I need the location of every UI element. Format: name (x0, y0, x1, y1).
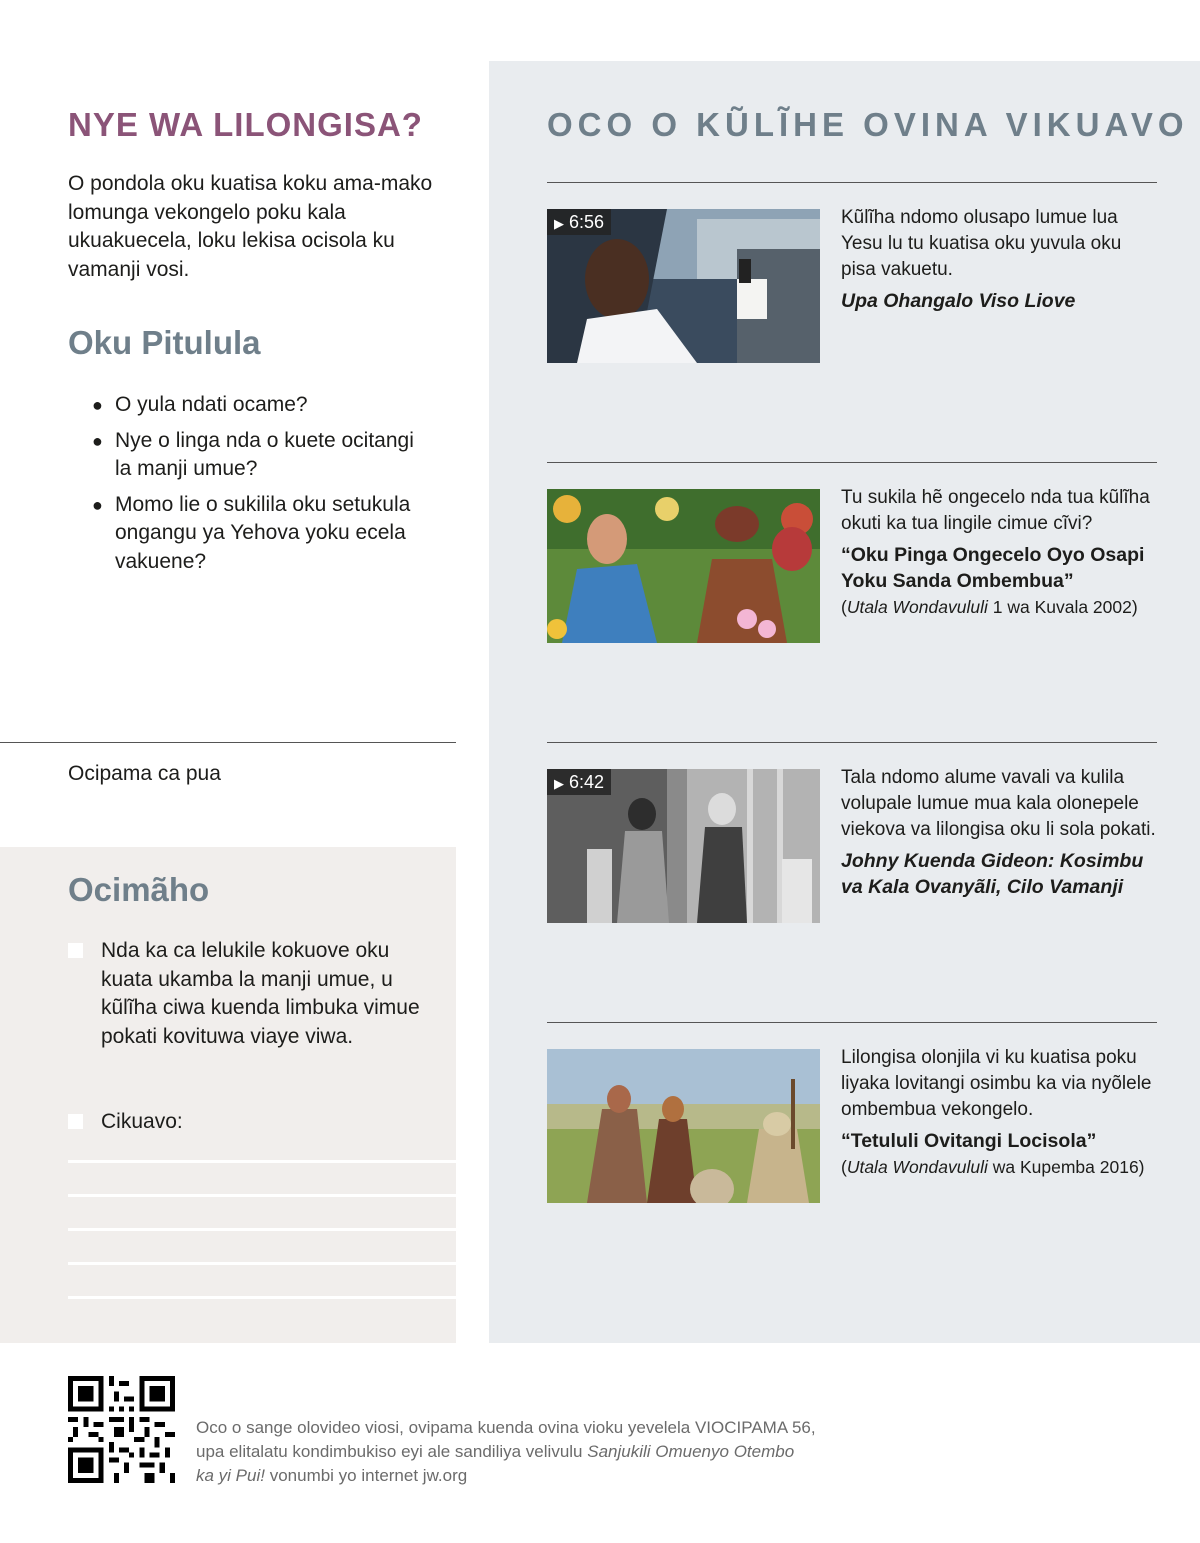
resource-title[interactable]: Upa Ohangalo Viso Liove (841, 290, 1076, 312)
review-question: ● Momo lie o sukilila oku setukula ongangu ya Yehova yoku ecela vakuene? (92, 492, 411, 573)
resource-reference: (Utala Wondavululi wa Kupemba 2016) (841, 1157, 1145, 1177)
video-thumbnail[interactable] (547, 769, 820, 923)
resource-description: Tu sukila hẽ ongecelo nda tua kũlĩha okuti ka tua lingile cimue cĩvi? (841, 487, 1150, 534)
greeting-scene-illustration (547, 489, 820, 643)
resource-description: Kũlĩha ndomo olusapo lumue lua Yesu lu tu kuatisa oku yuvula oku pisa vakuetu. (841, 207, 1122, 280)
video-duration-badge: ▶ 6:42 (547, 769, 611, 795)
goal-heading: Ocimãho (68, 871, 210, 908)
qr-code-graphic (68, 1376, 175, 1483)
bullet-icon: ● (92, 430, 103, 451)
resource-text (841, 205, 1161, 314)
video-duration-badge: ▶ 6:56 (547, 209, 611, 235)
section-divider (0, 742, 456, 743)
writing-line[interactable] (68, 1160, 456, 1163)
resource-text (841, 1045, 1161, 1180)
item-divider (547, 1022, 1157, 1023)
article-image[interactable] (547, 1049, 820, 1203)
resource-description: Tala ndomo alume vavali va kulila volupale lumue mua kala olonepele viekova va lilongisa oku li sola pokati. (841, 767, 1156, 840)
lesson-heading: NYE WA LILONGISA? (68, 106, 423, 143)
more-info-heading: OCO O KŨLĨHE OVINA VIKUAVO (547, 106, 1189, 143)
review-question: ● Nye o linga nda o kuete ocitangi la manji umue? (92, 428, 414, 480)
checkbox-icon[interactable] (68, 1114, 83, 1129)
footer-note: Oco o sange olovideo viosi, ovipama kuenda ovina vioku yevelela VIOCIPAMA 56, upa elitalatu kondimbukiso eyi ale sandiliya velivulu Sanjukili Omuenyo Otembo ka yi Pui! vonumbi yo internet jw.org (196, 1418, 816, 1485)
item-divider (547, 182, 1157, 183)
goal-checkbox-item[interactable]: Nda ka ca lelukile kokuove oku kuata ukamba la manji umue, u kũlĩha ciwa kuenda limbuka vimue pokati kovituwa viaye viwa. (68, 937, 428, 1051)
resource-title[interactable]: “Oku Pinga Ongecelo Oyo Osapi Yoku Sanda Ombembua” (841, 544, 1145, 592)
biblical-scene-illustration (547, 1049, 820, 1203)
play-icon: ▶ (554, 776, 564, 791)
bullet-icon: ● (92, 494, 103, 515)
article-image[interactable] (547, 489, 820, 643)
resource-text (841, 765, 1161, 900)
review-heading: Oku Pitulula (68, 324, 261, 361)
resource-title[interactable]: “Tetululi Ovitangi Locisola” (841, 1130, 1097, 1152)
goal-other-checkbox-item[interactable]: Cikuavo: (68, 1108, 428, 1137)
resource-reference: (Utala Wondavululi 1 wa Kuvala 2002) (841, 597, 1138, 617)
writing-line[interactable] (68, 1296, 456, 1299)
photo-label: Ocipama ca pua (68, 762, 221, 785)
writing-line[interactable] (68, 1194, 456, 1197)
resource-description: Lilongisa olonjila vi ku kuatisa poku liyaka lovitangi osimbu ka via nyõlele ombembua vekongelo. (841, 1047, 1152, 1120)
resource-title[interactable]: Johny Kuenda Gideon: Kosimbu va Kala Ovanyãli, Cilo Vamanji (841, 850, 1144, 898)
review-questions (92, 391, 432, 583)
bullet-icon: ● (92, 395, 103, 415)
qr-code-icon[interactable] (68, 1376, 175, 1483)
writing-line[interactable] (68, 1228, 456, 1231)
item-divider (547, 742, 1157, 743)
intro-paragraph: O pondola oku kuatisa koku ama-mako lomunga vekongelo poku kala ukuakuecela, loku lekisa ocisola ku vamanji vosi. (68, 172, 433, 281)
resource-text (841, 485, 1161, 620)
video-thumbnail[interactable] (547, 209, 820, 363)
review-question: ● O yula ndati ocame? (92, 391, 432, 420)
checkbox-icon[interactable] (68, 943, 83, 958)
goal-box (0, 847, 456, 1343)
writing-line[interactable] (68, 1262, 456, 1265)
play-icon: ▶ (554, 216, 564, 231)
item-divider (547, 462, 1157, 463)
